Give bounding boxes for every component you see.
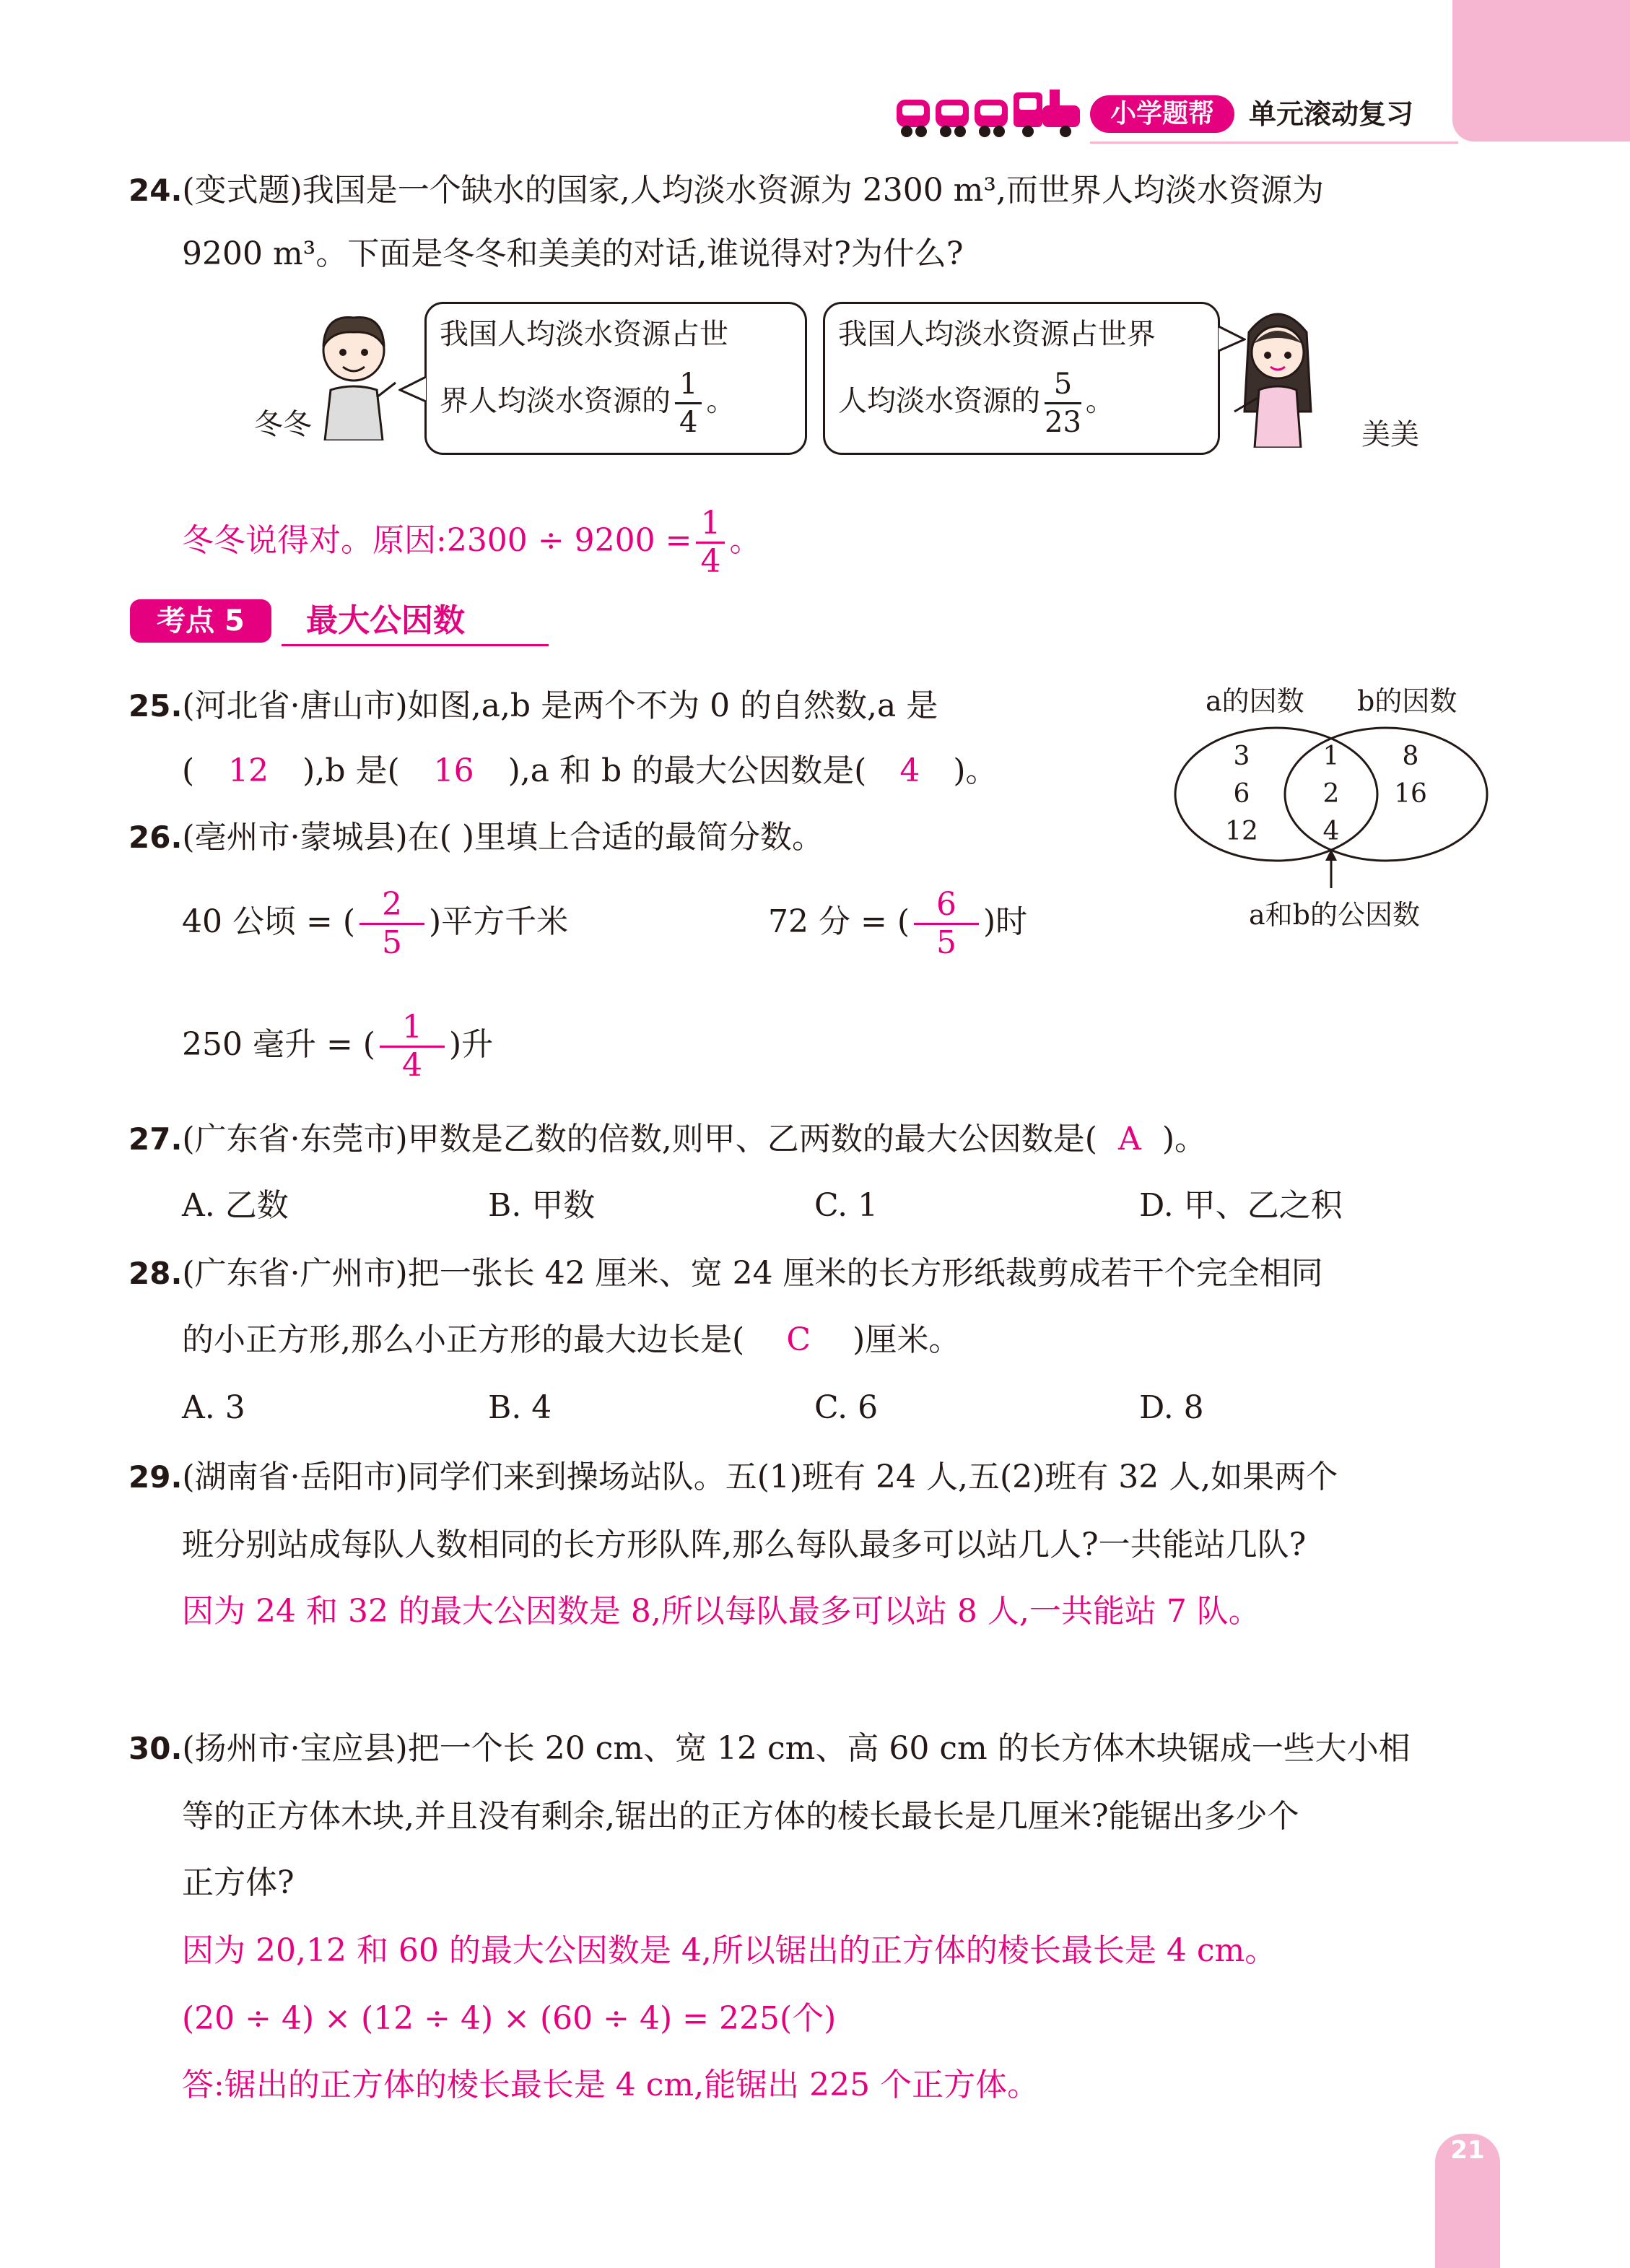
section-title: 最大公因数: [306, 602, 465, 639]
bubble-text: 我国人均淡水资源占世界: [838, 318, 1156, 351]
answer-blank: C: [786, 1321, 811, 1358]
venn-middle-value: 4: [1322, 817, 1340, 846]
q30-line2: 等的正方体木块,并且没有剩余,锯出的正方体的棱长最长是几厘米?能锯出多少个: [182, 1798, 1299, 1835]
section-badge: 考点 5: [130, 599, 271, 643]
answer-blank: 4: [899, 752, 920, 789]
q30-line3: 正方体?: [182, 1864, 295, 1901]
question-text: (河北省·唐山市)如图,a,b 是两个不为 0 的自然数,a 是: [182, 687, 938, 724]
q29-answer: 因为 24 和 32 的最大公因数是 8,所以每队最多可以站 8 人,一共能站 7 队。: [182, 1593, 1260, 1630]
question-text: (亳州市·蒙城县)在( )里填上合适的最简分数。: [182, 819, 824, 856]
meimei-label: 美美: [1361, 418, 1419, 451]
q27-option: D. 甲、乙之积: [1139, 1187, 1343, 1224]
q30-line1: [128, 1727, 1411, 1770]
venn-label-b: b的因数: [1357, 685, 1457, 717]
section-underline: [282, 644, 549, 646]
q26-item-a: 40 公顷 = ( $\frac{2}{5}$ )平方千米: [182, 886, 569, 961]
q30-answer1: 因为 20,12 和 60 的最大公因数是 4,所以锯出的正方体的棱长最长是 4 cm。: [182, 1932, 1277, 1969]
venn-label-common: a和b的公因数: [1249, 899, 1420, 931]
q28-option: D. 8: [1139, 1389, 1204, 1426]
q27-option: B. 甲数: [488, 1187, 596, 1224]
page-number: 21: [1450, 2136, 1485, 2165]
q27-option: C. 1: [814, 1187, 879, 1224]
question-number: 30.: [128, 1731, 183, 1766]
question-text: (扬州市·宝应县)把一个长 20 cm、宽 12 cm、高 60 cm 的长方体木块锯成一些大小相: [182, 1730, 1411, 1767]
q30-answer3: 答:锯出的正方体的棱长最长是 4 cm,能锯出 225 个正方体。: [182, 2067, 1040, 2103]
question-number: 26.: [128, 820, 183, 855]
venn-left-value: 3: [1233, 742, 1250, 771]
question-number: 28.: [128, 1256, 183, 1291]
dongdong-figure: [310, 310, 404, 440]
brand-badge: 小学题帮: [1090, 95, 1234, 133]
q29-line1: [128, 1456, 1338, 1499]
dongdong-label: 冬冬: [254, 408, 312, 441]
venn-middle-value: 1: [1322, 742, 1340, 771]
q24-line1: [128, 169, 1324, 212]
dongdong-speech-bubble: 我国人均淡水资源占世 界人均淡水资源的 $\frac{1}{4}$ 。: [424, 302, 807, 455]
venn-left-value: 6: [1233, 779, 1250, 809]
venn-diagram: [1162, 679, 1502, 939]
q30-answer2: (20 ÷ 4) × (12 ÷ 4) × (60 ÷ 4) = 225(个): [182, 2000, 837, 2037]
venn-middle-value: 2: [1322, 779, 1340, 809]
q26-line1: [128, 816, 824, 859]
bubble1-tail: [398, 375, 427, 404]
question-number: 27.: [128, 1121, 183, 1157]
venn-right-value: 16: [1394, 779, 1427, 809]
q29-line2: 班分别站成每队人数相同的长方形队阵,那么每队最多可以站几人?一共能站几队?: [182, 1526, 1307, 1563]
fraction: $\frac{6}{5}$: [914, 887, 979, 961]
q28-option: C. 6: [814, 1389, 879, 1426]
q28-option: A. 3: [182, 1389, 245, 1426]
top-side-tab: [1452, 0, 1630, 142]
header: [895, 87, 1458, 144]
q25-line1: [128, 685, 938, 728]
bubble-text: 界人均淡水资源的: [440, 384, 671, 418]
section-header: [130, 596, 563, 647]
q25-line2: ( 12 ),b 是( 16 ),a 和 b 的最大公因数是( 4 )。: [182, 750, 998, 793]
q28-line1: [128, 1252, 1323, 1295]
venn-right-value: 8: [1402, 742, 1419, 771]
fraction: $\frac{2}{5}$: [359, 887, 424, 961]
bubble-text: 我国人均淡水资源占世: [440, 318, 728, 351]
question-number: 29.: [128, 1459, 183, 1495]
q26-item-b: 72 分 = ( $\frac{6}{5}$ )时: [768, 886, 1028, 961]
q28-option: B. 4: [488, 1389, 552, 1426]
venn-label-a: a的因数: [1206, 685, 1304, 717]
q28-line2: 的小正方形,那么小正方形的最大边长是( C )厘米。: [182, 1318, 960, 1362]
q24-answer: 冬冬说得对。原因:2300 ÷ 9200 = $\frac{1}{4}$ 。: [182, 505, 762, 580]
meimei-figure: [1227, 303, 1328, 448]
question-text: (变式题)我国是一个缺水的国家,人均淡水资源为 2300 m³,而世界人均淡水资源为: [182, 172, 1325, 209]
venn-left-value: 12: [1225, 817, 1258, 846]
fraction: $\frac{1}{4}$: [675, 366, 702, 440]
answer-blank: A: [1117, 1121, 1141, 1157]
header-unit-title: 单元滚动复习: [1249, 98, 1414, 130]
bubble-text: 人均淡水资源的: [838, 384, 1040, 418]
question-text: (湖南省·岳阳市)同学们来到操场站队。五(1)班有 24 人,五(2)班有 32 人,如果两个: [182, 1459, 1338, 1495]
question-number: 24.: [128, 173, 183, 208]
q26-item-c: 250 毫升 = ( $\frac{1}{4}$ )升: [182, 1009, 494, 1084]
train-icon: [895, 87, 1083, 142]
fraction: $\frac{1}{4}$: [696, 505, 725, 580]
q24-line2: 9200 m³。下面是冬冬和美美的对话,谁说得对?为什么?: [182, 235, 964, 272]
answer-blank: 16: [433, 752, 474, 789]
question-text: (广东省·东莞市)甲数是乙数的倍数,则甲、乙两数的最大公因数是(: [182, 1121, 1097, 1157]
q27-line1: 27.(广东省·东莞市)甲数是乙数的倍数,则甲、乙两数的最大公因数是( A )。: [128, 1118, 1206, 1161]
fraction: $\frac{5}{23}$: [1045, 368, 1081, 439]
header-underline: [1090, 142, 1458, 144]
meimei-speech-bubble: 我国人均淡水资源占世界 人均淡水资源的 $\frac{5}{23}$ 。: [823, 302, 1220, 455]
question-number: 25.: [128, 688, 183, 724]
question-text: (广东省·广州市)把一张长 42 厘米、宽 24 厘米的长方形纸裁剪成若干个完全相同: [182, 1255, 1323, 1292]
fraction: $\frac{1}{4}$: [380, 1009, 445, 1084]
q27-option: A. 乙数: [182, 1187, 289, 1224]
answer-blank: 12: [228, 752, 269, 789]
